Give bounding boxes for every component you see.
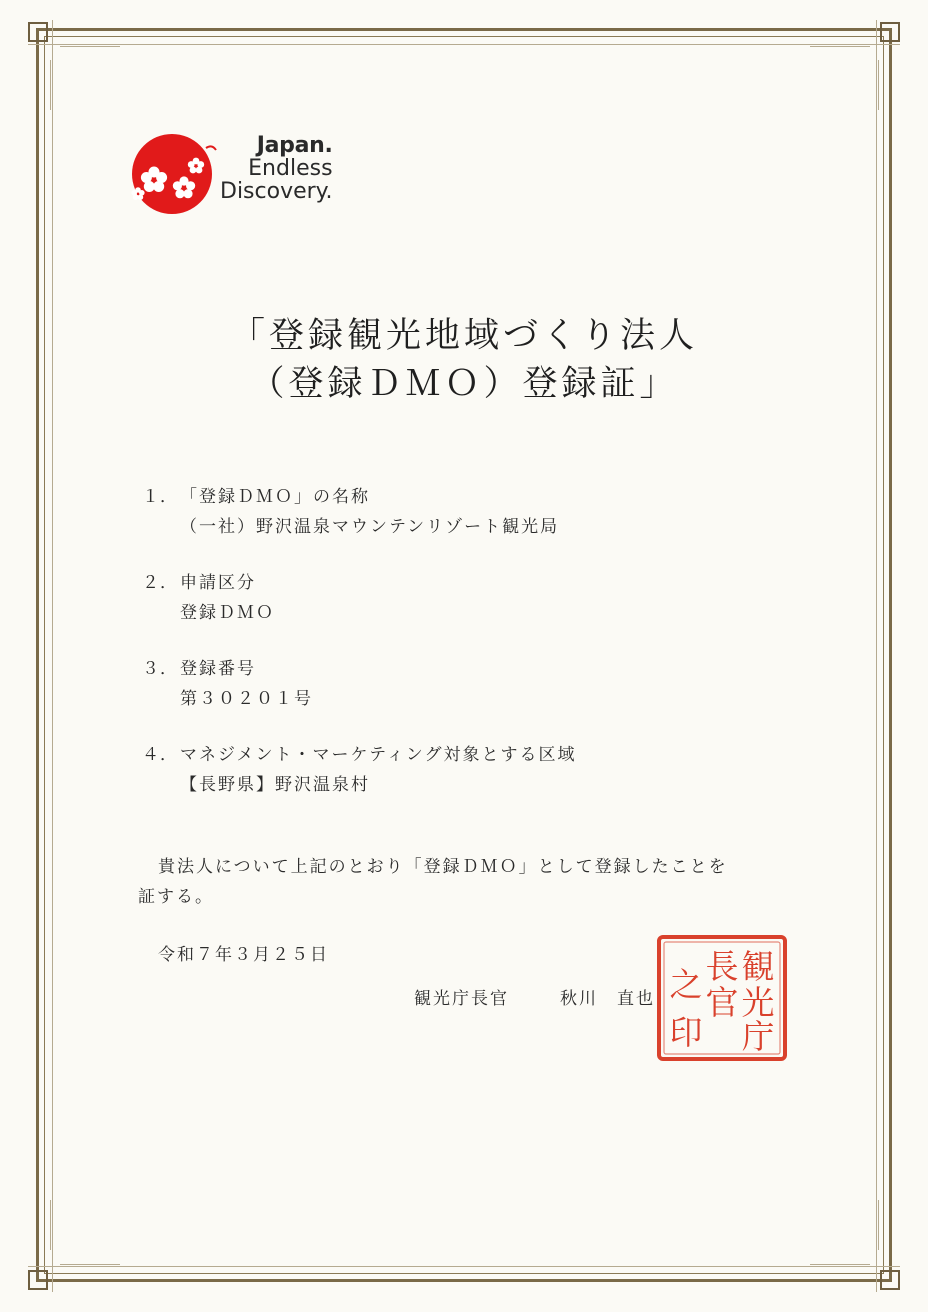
- item-4-number: ４．: [142, 745, 178, 765]
- frame-accent-tr: [810, 46, 870, 47]
- svg-text:観: 観: [741, 947, 775, 986]
- item-3-label: 登録番号: [180, 659, 256, 679]
- frame-accent-lb: [50, 1200, 51, 1250]
- signatory-name: 秋川 直也: [560, 989, 655, 1009]
- item-2-label: 申請区分: [180, 573, 256, 593]
- issue-date: 令和７年３月２５日: [158, 945, 329, 965]
- frame-line-left: [52, 20, 53, 1292]
- svg-text:長: 長: [705, 947, 739, 986]
- item-1-label: 「登録ＤＭＯ」の名称: [180, 487, 370, 507]
- certification-statement-line-2: 証する。: [138, 887, 214, 907]
- frame-corner-bl: [28, 1270, 48, 1290]
- item-4-value: 【長野県】野沢温泉村: [180, 775, 370, 795]
- item-2-number: ２．: [142, 573, 178, 593]
- signatory-title: 観光庁長官: [414, 989, 509, 1009]
- frame-line-right: [876, 20, 877, 1292]
- frame-accent-rb: [878, 1200, 879, 1250]
- svg-text:官: 官: [705, 983, 739, 1022]
- logo-wordmark: [220, 134, 333, 203]
- svg-text:印: 印: [669, 1013, 703, 1052]
- japan-sakura-sun-logo-icon: [124, 130, 220, 216]
- item-4-label: マネジメント・マーケティング対象とする区域: [180, 745, 577, 765]
- item-1-number: １．: [142, 487, 178, 507]
- frame-corner-tl: [28, 22, 48, 42]
- official-seal-stamp-icon: [656, 934, 788, 1062]
- frame-accent-rt: [878, 60, 879, 110]
- item-2-value: 登録ＤＭＯ: [180, 603, 275, 623]
- item-1-value: （一社）野沢温泉マウンテンリゾート観光局: [180, 517, 560, 537]
- frame-corner-tr: [880, 22, 900, 42]
- certificate-title-line-2: （登録ＤＭＯ）登録証」: [249, 364, 679, 404]
- frame-accent-bl: [60, 1264, 120, 1265]
- frame-line-bottom: [28, 1266, 900, 1267]
- logo-line-3: Discovery.: [220, 179, 333, 205]
- frame-corner-br: [880, 1270, 900, 1290]
- item-3-number: ３．: [142, 659, 178, 679]
- svg-text:庁: 庁: [741, 1017, 775, 1056]
- frame-accent-tl: [60, 46, 120, 47]
- item-3-value: 第３０２０１号: [180, 689, 313, 709]
- frame-accent-lt: [50, 60, 51, 110]
- svg-text:之: 之: [669, 965, 703, 1004]
- logo-line-1: Japan.: [256, 133, 333, 158]
- logo-line-2: Endless: [248, 156, 333, 182]
- frame-line-top: [28, 44, 900, 45]
- svg-text:光: 光: [741, 983, 775, 1022]
- certificate-title-line-1: 「登録観光地域づくり法人: [229, 316, 698, 356]
- frame-accent-br: [810, 1264, 870, 1265]
- certification-statement-line-1: 貴法人について上記のとおり「登録ＤＭＯ」として登録したことを: [158, 857, 728, 877]
